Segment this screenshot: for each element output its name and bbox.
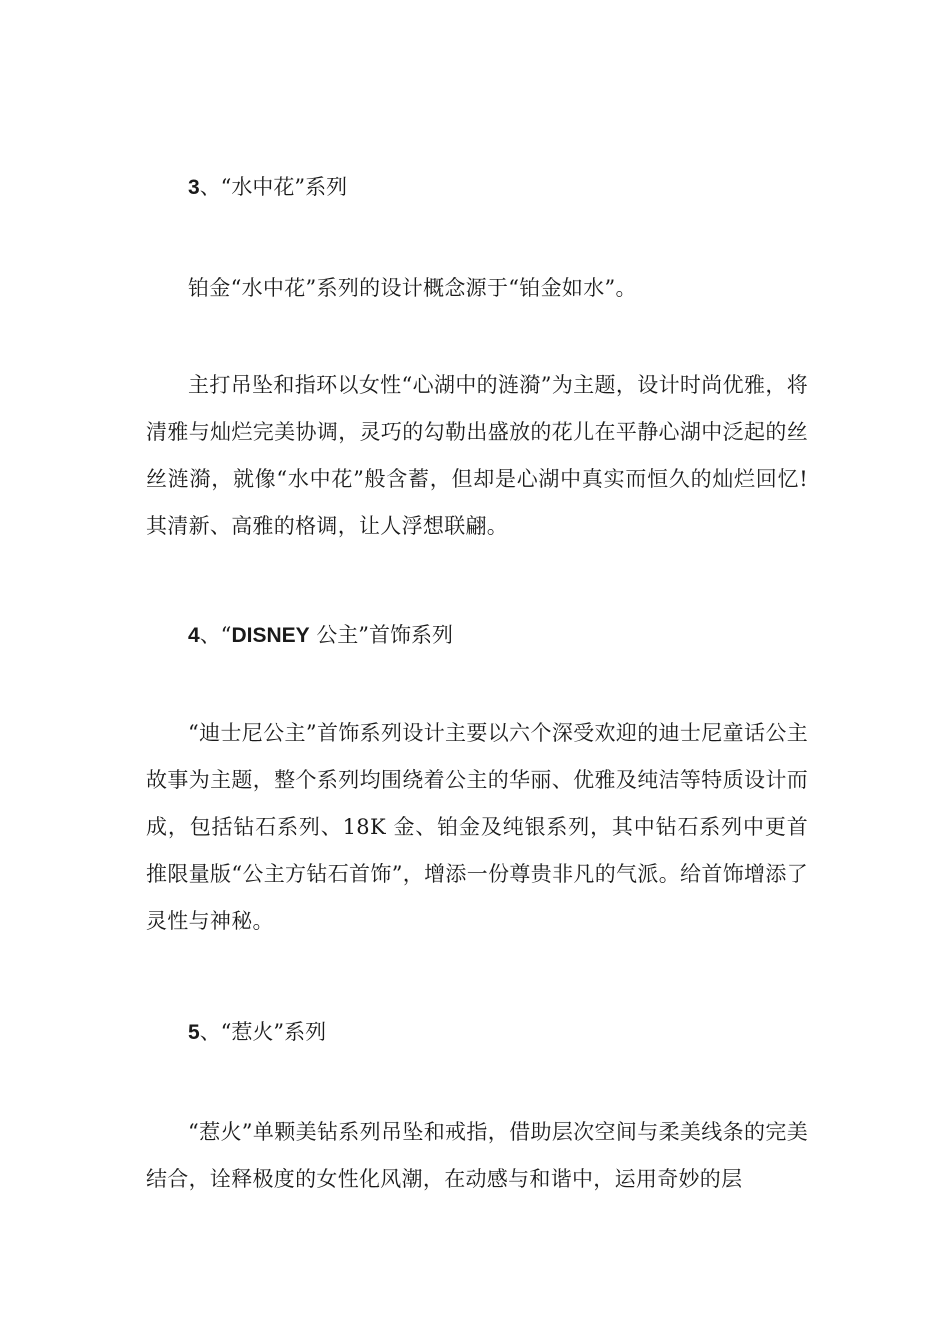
section-title-suffix: 公主”首饰系列 xyxy=(309,623,454,647)
paragraph: 主打吊坠和指环以女性“心湖中的涟漪”为主题，设计时尚优雅，将清雅与灿烂完美协调，灵巧的勾勒出盛放的花儿在平静心湖中泛起的丝丝涟漪，就像“水中花”般含蓄，但却是心湖中真实而恒久的灿烂回忆!其清新、高雅的格调，让人浮想联翩。 xyxy=(146,373,808,538)
section-title: 、“惹火”系列 xyxy=(199,1020,327,1044)
section-number: 5 xyxy=(188,1021,200,1044)
section-heading-5 xyxy=(146,1017,326,1048)
document-page xyxy=(146,0,808,1344)
section-title: 、“水中花”系列 xyxy=(199,175,348,199)
section-title-latin: DISNEY xyxy=(231,624,310,647)
section-title-prefix: 、“ xyxy=(199,623,232,647)
paragraph: “惹火”单颗美钻系列吊坠和戒指，借助层次空间与柔美线条的完美结合，诠释极度的女性化风潮，在动感与和谐中，运用奇妙的层 xyxy=(146,1120,808,1191)
paragraph: “迪士尼公主”首饰系列设计主要以六个深受欢迎的迪士尼童话公主故事为主题，整个系列均围绕着公主的华丽、优雅及纯洁等特质设计而成，包括钻石系列、18K 金、铂金及纯银系列，其中钻石系列中更首推限量版“公主方钻石首饰”，增添一份尊贵非凡的气派。给首饰增添了灵性与神秘。 xyxy=(146,721,808,933)
section-number: 4 xyxy=(188,624,200,647)
section-number: 3 xyxy=(188,176,200,199)
section-heading-4 xyxy=(146,620,453,651)
section-heading-3 xyxy=(146,172,347,203)
paragraph: 铂金“水中花”系列的设计概念源于“铂金如水”。 xyxy=(188,276,637,300)
